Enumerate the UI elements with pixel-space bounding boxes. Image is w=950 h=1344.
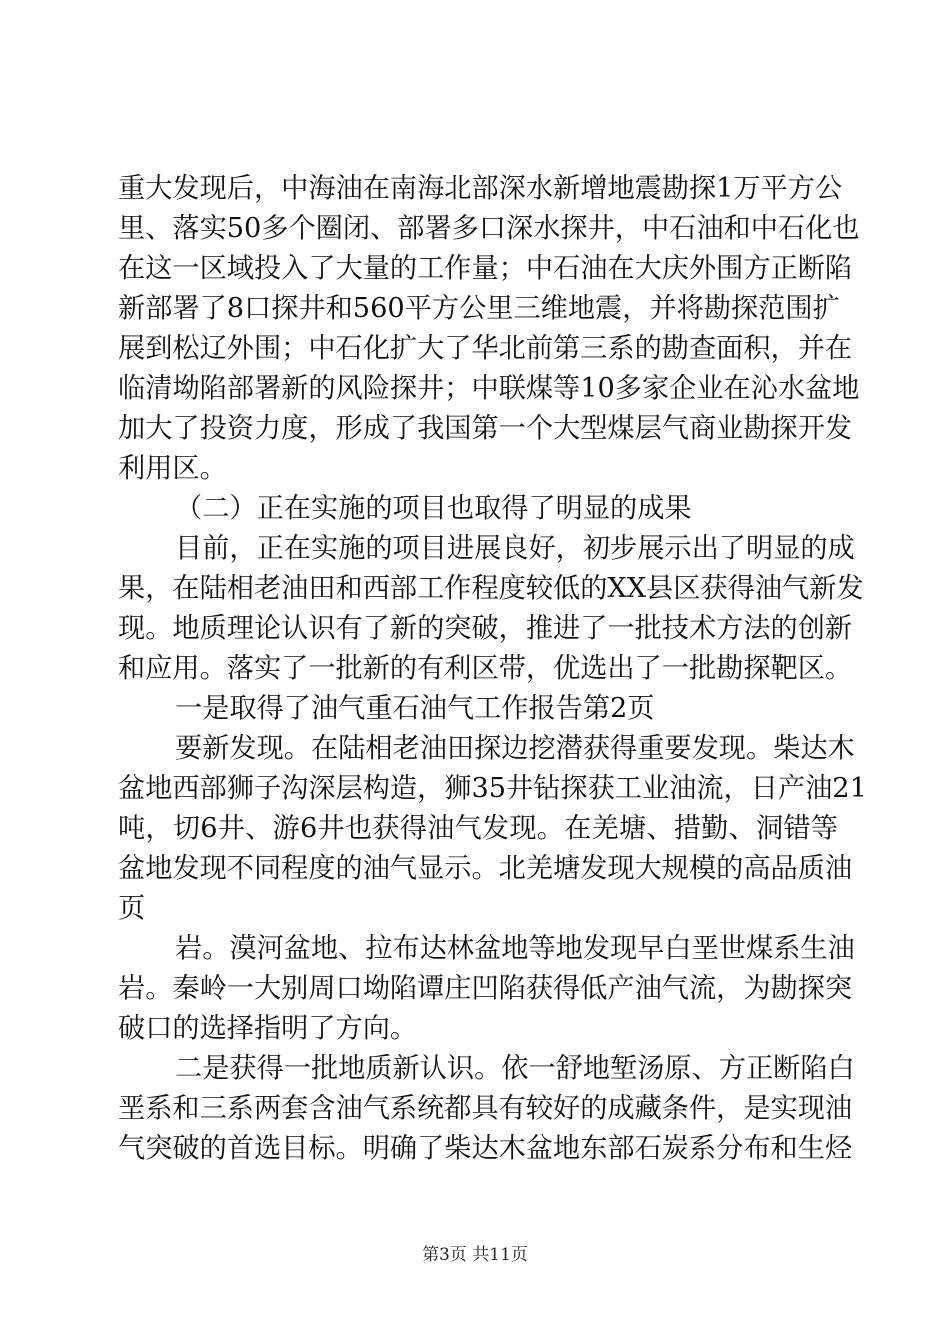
body-text-line: 垩系和三系两套含油气系统都具有较好的成藏条件，是实现油 xyxy=(118,1093,853,1124)
body-text-line: 吨，切6井、游6井也获得油气发现。在羌塘、措勤、洞错等 xyxy=(118,813,838,844)
body-text-line: 要新发现。在陆相老油田探边挖潜获得重要发现。柴达木 xyxy=(175,733,855,764)
body-text-line: 果，在陆相老油田和西部工作程度较低的XX县区获得油气新发 xyxy=(118,573,864,604)
body-text-line: 加大了投资力度，形成了我国第一个大型煤层气商业勘探开发 xyxy=(118,413,853,444)
page-footer: 第3页 共11页 xyxy=(422,1245,528,1265)
body-text-line: 展到松辽外围；中石化扩大了华北前第三系的勘查面积，并在 xyxy=(118,333,853,364)
body-text-line: 岩。漠河盆地、拉布达林盆地等地发现早白垩世煤系生油 xyxy=(175,933,855,964)
body-text-line: 破口的选择指明了方向。 xyxy=(118,1013,418,1044)
body-text-line: 临清坳陷部署新的风险探井；中联煤等10多家企业在沁水盆地 xyxy=(118,373,860,404)
body-text-line: 重大发现后，中海油在南海北部深水新增地震勘探1万平方公 xyxy=(118,173,843,204)
body-text-line: 现。地质理论认识有了新的突破，推进了一批技术方法的创新 xyxy=(118,613,853,644)
body-text-line: 页 xyxy=(118,893,146,924)
body-text-line: 盆地西部狮子沟深层构造，狮35井钻探获工业油流，日产油21 xyxy=(118,773,867,804)
body-text-line: 一是取得了油气重石油气工作报告第2页 xyxy=(175,693,655,724)
body-text-line: 和应用。落实了一批新的有利区带，优选出了一批勘探靶区。 xyxy=(118,653,853,684)
body-text-line: 在这一区域投入了大量的工作量；中石油在大庆外围方正断陷 xyxy=(118,253,853,284)
body-text-line: 岩。秦岭一大别周口坳陷谭庄凹陷获得低产油气流，为勘探突 xyxy=(118,973,853,1004)
body-text-line: 二是获得一批地质新认识。依一舒地堑汤原、方正断陷白 xyxy=(175,1053,855,1084)
body-text-line: 目前，正在实施的项目进展良好，初步展示出了明显的成 xyxy=(175,533,855,564)
body-text-line: 气突破的首选目标。明确了柴达木盆地东部石炭系分布和生烃 xyxy=(118,1133,853,1164)
body-text-line: 盆地发现不同程度的油气显示。北羌塘发现大规模的高品质油 xyxy=(118,853,853,884)
body-text-line: 新部署了8口探井和560平方公里三维地震，并将勘探范围扩 xyxy=(118,293,840,324)
body-text-line: 利用区。 xyxy=(118,453,227,484)
section-heading: （二）正在实施的项目也取得了明显的成果 xyxy=(175,493,692,524)
body-text-line: 里、落实50多个圈闭、部署多口深水探井，中石油和中石化也 xyxy=(118,213,860,244)
